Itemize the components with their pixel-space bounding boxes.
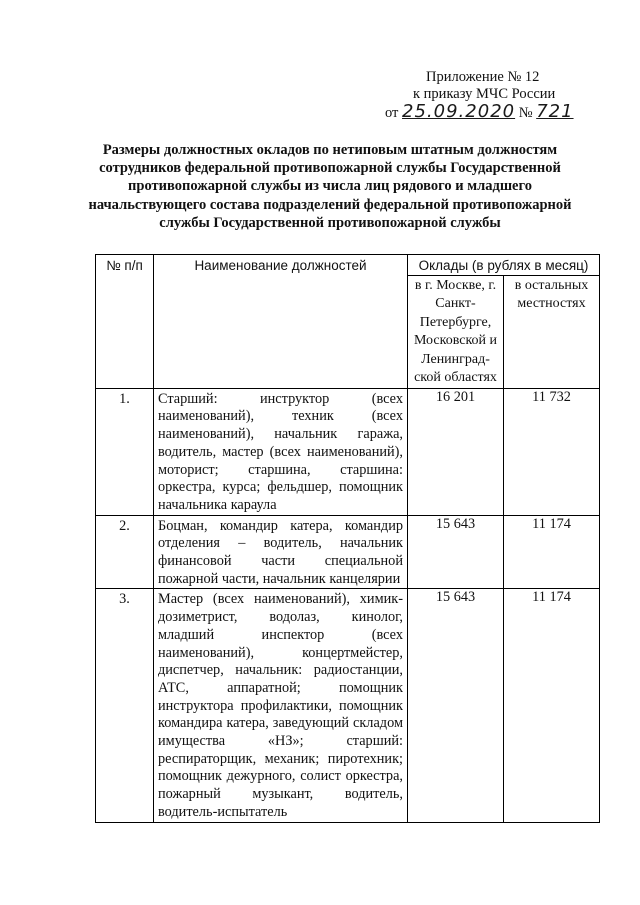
header-num: № п/п <box>96 255 154 389</box>
salary-moscow: 15 643 <box>408 515 504 589</box>
document-title: Размеры должностных окладов по нетиповым штатным должностям сотрудников федеральной противопожарной службы Государственной противопожарной службы из числа лиц рядового и младшего начальствующего состава подразделений федеральной противопожарной службы Государственной противопожарной службы <box>88 142 572 231</box>
table-row <box>96 515 600 589</box>
salary-table <box>95 254 600 823</box>
header-other: в остальных местностях <box>504 275 600 388</box>
number-label: № <box>518 105 533 121</box>
salary-other: 11 732 <box>504 388 600 515</box>
position-names: Мастер (всех наименований), химик-дозиметрист, водолаз, кинолог, младший инспектор (всех наименований), концертмейстер, диспетчер, начальник: радиостанции, АТС, аппаратной; помощник инструктора профилактики, помощник командира катера, заведующий складом имущества «НЗ»; старший: респираторщик, механик; пиротехник; помощник дежурного, солист оркестра, пожарный музыкант, водитель, водитель-испытатель <box>154 589 408 822</box>
annex-label: Приложение № 12 <box>426 69 540 85</box>
position-names: Боцман, командир катера, командир отделения – водитель, начальник финансовой части специальной пожарной части, начальник канцелярии <box>154 515 408 589</box>
row-number: 1. <box>96 388 154 515</box>
order-reference: к приказу МЧС России <box>413 86 556 102</box>
header-moscow: в г. Москве, г. Санкт-Петербурге, Московской и Ленинград-ской областях <box>408 275 504 388</box>
header-row <box>96 255 600 276</box>
row-number: 3. <box>96 589 154 822</box>
order-date: 25.09.2020 <box>402 101 516 122</box>
from-label: от <box>385 105 399 121</box>
header-salary: Оклады (в рублях в месяц) <box>408 255 600 276</box>
header-name: Наименование должностей <box>154 255 408 389</box>
table-row <box>96 388 600 515</box>
salary-other: 11 174 <box>504 515 600 589</box>
row-number: 2. <box>96 515 154 589</box>
order-number: 721 <box>536 101 574 122</box>
salary-moscow: 15 643 <box>408 589 504 822</box>
salary-moscow: 16 201 <box>408 388 504 515</box>
position-names: Старший: инструктор (всех наименований), техник (всех наименований), начальник гаража, водитель, мастер (всех наименований), моторист; старшина, старшина: оркестра, курса; фельдшер, помощник начальника караула <box>154 388 408 515</box>
table-row <box>96 589 600 822</box>
order-date-line <box>385 103 574 122</box>
salary-other: 11 174 <box>504 589 600 822</box>
